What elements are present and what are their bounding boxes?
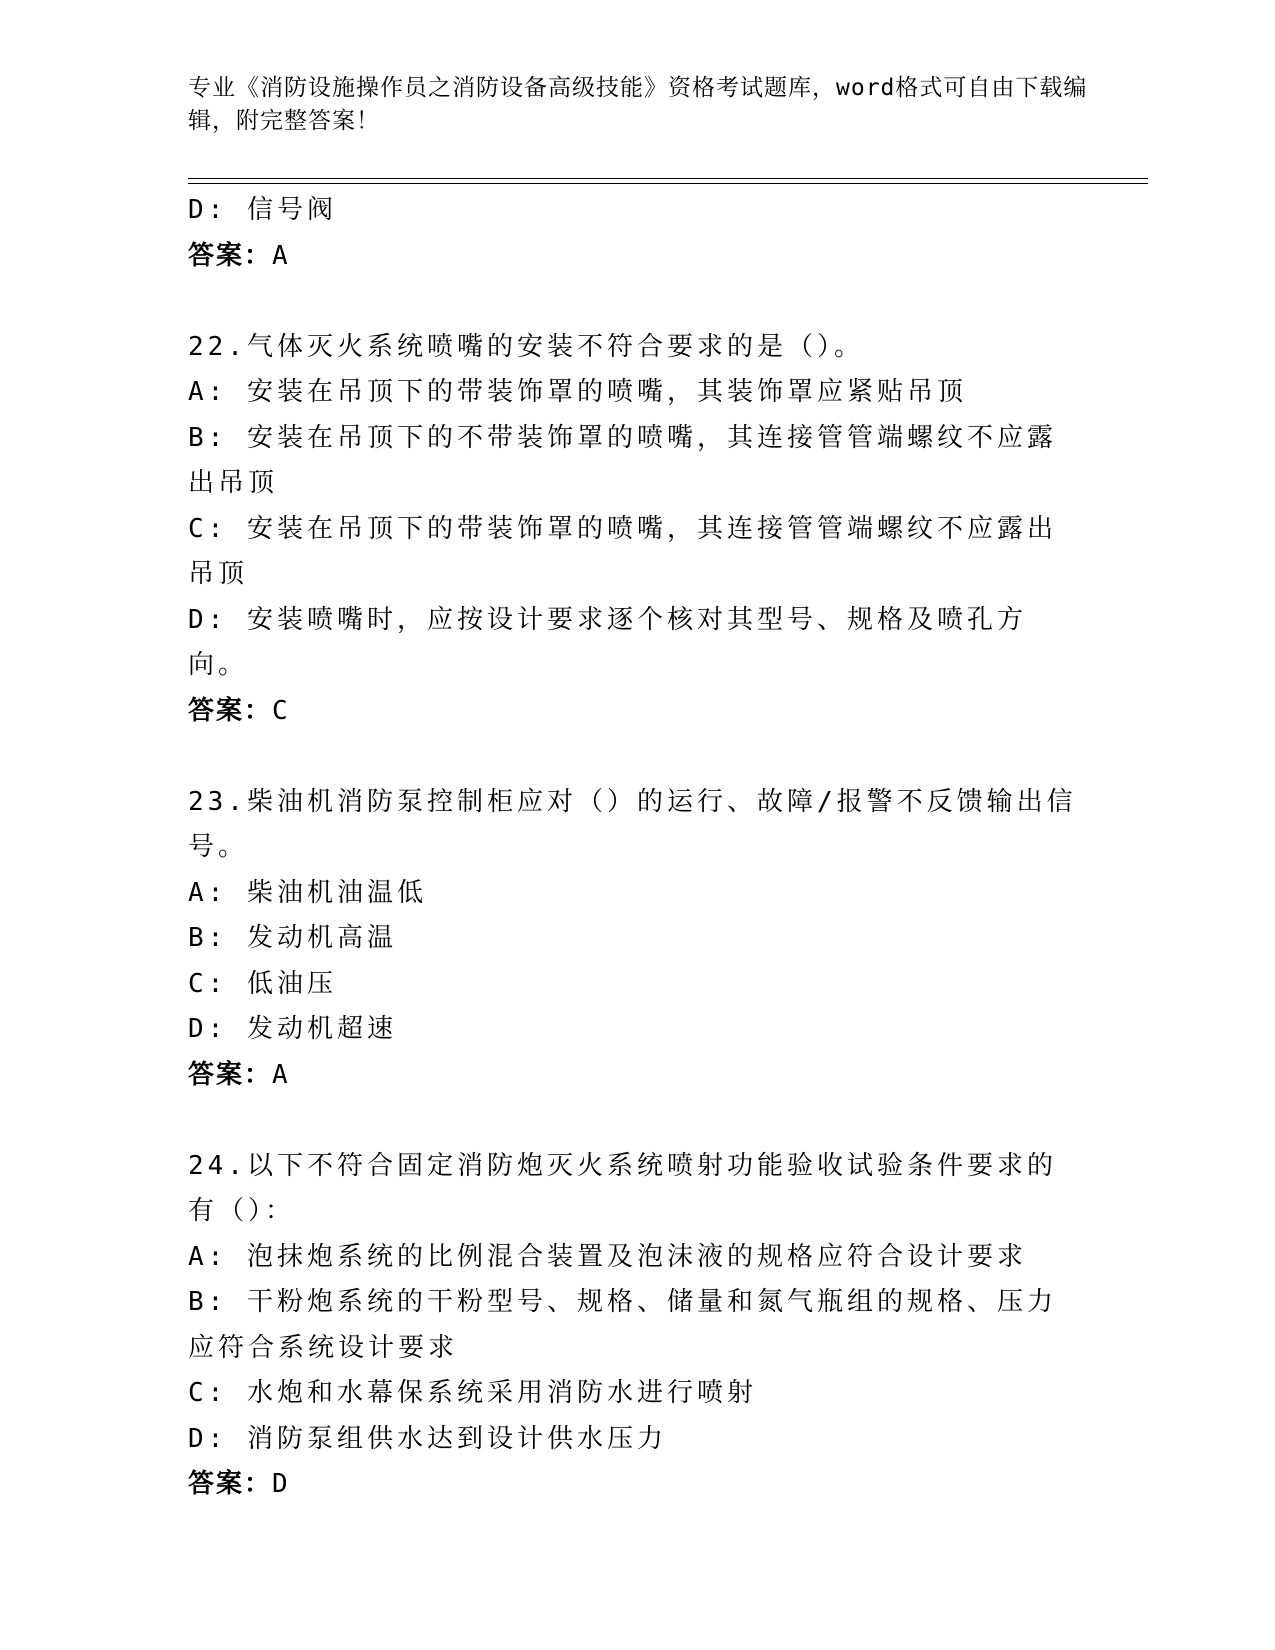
answer-label: 答案： <box>188 1059 273 1090</box>
option-c: C: 水炮和水幕保系统采用消防水进行喷射 <box>188 1378 757 1408</box>
option-d: D: 消防泵组供水达到设计供水压力 <box>188 1423 667 1454</box>
question-content <box>188 188 1078 1508</box>
option-b: B: 发动机高温 <box>188 923 397 953</box>
answer <box>188 1053 1078 1099</box>
question-stem: 23.柴油机消防泵控制柜应对（）的运行、故障/报警不反馈输出信号。 <box>188 786 1077 862</box>
option-b: B: 干粉炮系统的干粉型号、规格、储量和氮气瓶组的规格、压力应符合系统设计要求 <box>188 1287 1057 1363</box>
spacer <box>188 734 1078 780</box>
option-a: A: 泡抹炮系统的比例混合装置及泡沫液的规格应符合设计要求 <box>188 1241 1027 1272</box>
option-c: C: 安装在吊顶下的带装饰罩的喷嘴，其连接管管端螺纹不应露出吊顶 <box>188 513 1057 589</box>
answer-label: 答案： <box>188 695 273 726</box>
option-c: C: 低油压 <box>188 968 337 999</box>
header-rule-bottom <box>188 183 1148 184</box>
question-stem: 22.气体灭火系统喷嘴的安装不符合要求的是（）。 <box>188 331 864 362</box>
header-text: 专业《消防设施操作员之消防设备高级技能》资格考试题库，word格式可自由下载编辑，附完整答案！ <box>188 75 1088 134</box>
question-23 <box>188 780 1078 1099</box>
spacer <box>188 1098 1078 1144</box>
answer-value: D <box>272 1469 290 1499</box>
answer-label: 答案： <box>188 1469 273 1499</box>
answer-value: A <box>272 240 290 271</box>
answer <box>188 689 1078 735</box>
option-a: A: 安装在吊顶下的带装饰罩的喷嘴，其装饰罩应紧贴吊顶 <box>188 377 967 407</box>
page-header <box>188 72 1088 138</box>
answer-label: 答案： <box>188 240 273 271</box>
answer-value: A <box>272 1059 290 1090</box>
option-a: A: 柴油机油温低 <box>188 877 427 908</box>
question-22 <box>188 325 1078 735</box>
answer <box>188 1462 1078 1508</box>
option-d: D: 安装喷嘴时，应按设计要求逐个核对其型号、规格及喷孔方向。 <box>188 604 1027 680</box>
option-d: D: 发动机超速 <box>188 1014 397 1044</box>
question-24 <box>188 1144 1078 1508</box>
spacer <box>188 279 1078 325</box>
header-rule-top <box>188 178 1148 179</box>
option-b: B: 安装在吊顶下的不带装饰罩的喷嘴，其连接管管端螺纹不应露出吊顶 <box>188 422 1057 498</box>
answer-value: C <box>272 695 290 726</box>
question-stem: 24.以下不符合固定消防炮灭火系统喷射功能验收试验条件要求的有（）： <box>188 1150 1057 1226</box>
prev-answer <box>188 234 1078 280</box>
prev-option-d: D: 信号阀 <box>188 195 337 225</box>
